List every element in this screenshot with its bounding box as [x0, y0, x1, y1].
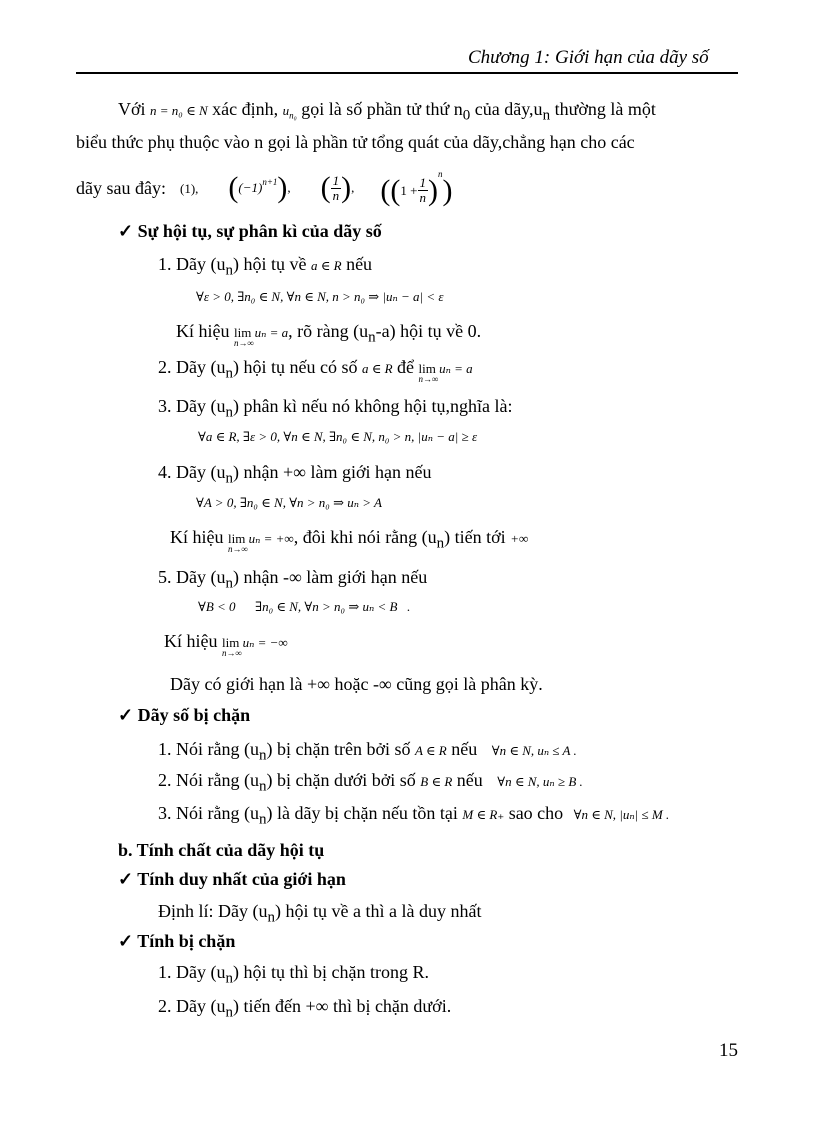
conv-item-2: 2. Dãy $(u_n)$ hội tụ nếu có số a ∈ R để lim n→∞ uₙ = a: [158, 357, 473, 384]
section-bounded-title: ✓ Dãy số bị chặn: [118, 705, 251, 725]
conv-item-4: 4. Dãy $(u_n)$ nhận +∞ làm giới hạn nếu: [158, 462, 432, 487]
running-header: Chương 1: Giới hạn của dãy số: [468, 47, 709, 68]
boundedness-title: ✓ Tính bị chặn: [118, 931, 236, 951]
bounded-item-2: 2. Nói rằng $(u_n)$ bị chặn dưới bởi số B ∈ R nếu ∀n ∈ N, uₙ ≥ B .: [158, 770, 583, 795]
conv-formula-1: ∀ε > 0, ∃n₀ ∈ N, ∀n ∈ N, n > n₀ ⇒ |uₙ − a| < ε: [196, 289, 444, 304]
checkmark-icon: ✓: [118, 221, 134, 241]
bounded-item-3: 3. Nói rằng $(u_n)$ là dãy bị chặn nếu tồn tại M ∈ R₊ sao cho ∀n ∈ N, |uₙ| ≤ M .: [158, 803, 670, 828]
section-properties-title: b. Tính chất của dãy hội tụ: [118, 840, 325, 860]
example-3: ( $\frac{1}{n}$ ),: [320, 171, 355, 204]
header-rule: [76, 72, 738, 74]
checkmark-icon: ✓: [118, 705, 134, 725]
math-u-n0: $u_{n_0}$: [282, 103, 297, 121]
intro-line-3: dãy sau đây: (1), $((-1)^{n+1})$, ( $\frac{1}{n}$ ), ((1 + $\frac{1}{n}$ )$^n$): [76, 169, 453, 207]
conv-item-1: 1. Dãy $(u_n)$ hội tụ về a ∈ R nếu: [158, 254, 373, 279]
conv-notation-1: Kí hiệu lim n→∞ uₙ = a, rõ ràng $(u_n-a)$ hội tụ về 0.: [176, 321, 482, 348]
intro-line-2: biểu thức phụ thuộc vào n gọi là phần tử tổng quát của dãy,chẳng hạn cho các: [76, 132, 635, 152]
conv-formula-3: ∀a ∈ R, ∃ε > 0, ∀n ∈ N, ∃n₀ ∈ N, n₀ > n, |uₙ − a| ≥ ε: [198, 429, 478, 444]
conv-notation-5: Kí hiệu lim n→∞ uₙ = −∞: [164, 631, 288, 658]
math-n-eq-n0: n = n₀ ∈ N: [150, 103, 208, 118]
boundedness-item-2: 2. Dãy $(u_n)$ tiến đến +∞ thì bị chặn dưới.: [158, 996, 452, 1021]
bounded-item-1: 1. Nói rằng $(u_n)$ bị chặn trên bởi số A ∈ R nếu ∀n ∈ N, uₙ ≤ A .: [158, 739, 577, 764]
uniqueness-theorem: Định lí: Dãy $(u_n)$ hội tụ về a thì a là duy nhất: [158, 901, 482, 926]
conv-formula-5: ∀B < 0 ∃n₀ ∈ N, ∀n > n₀ ⇒ uₙ < B .: [198, 599, 411, 614]
checkmark-icon: ✓: [118, 869, 134, 889]
checkmark-icon: ✓: [118, 931, 134, 951]
page-number: 15: [719, 1040, 738, 1061]
example-1: (1),: [179, 180, 199, 196]
example-2: $((-1)^{n+1})$,: [228, 171, 291, 204]
uniqueness-title: ✓ Tính duy nhất của giới hạn: [118, 869, 346, 889]
intro-line-1: Với n = n₀ ∈ N xác định, $u_{n_0}$ gọi là số phần tử thứ $n_0$ của $dãy,u_n$ thường là một: [118, 99, 656, 124]
section-convergence-title: ✓ Sự hội tụ, sự phân kì của dãy số: [118, 221, 382, 241]
conv-formula-4: ∀A > 0, ∃n₀ ∈ N, ∀n > n₀ ⇒ uₙ > A: [196, 495, 382, 510]
conv-notation-4: Kí hiệu lim n→∞ uₙ = +∞, đôi khi nói rằng $(u_n)$ tiến tới +∞: [170, 527, 529, 554]
boundedness-item-1: 1. Dãy $(u_n)$ hội tụ thì bị chặn trong R.: [158, 962, 429, 987]
conv-item-5: 5. Dãy $(u_n)$ nhận -∞ làm giới hạn nếu: [158, 567, 428, 592]
conv-item-3: 3. Dãy $(u_n)$ phân kì nếu nó không hội tụ,nghĩa là:: [158, 396, 513, 421]
example-4: ((1 + $\frac{1}{n}$ )$^n$): [380, 169, 453, 207]
divergence-note: Dãy có giới hạn là +∞ hoặc -∞ cũng gọi là phân kỳ.: [170, 674, 543, 694]
